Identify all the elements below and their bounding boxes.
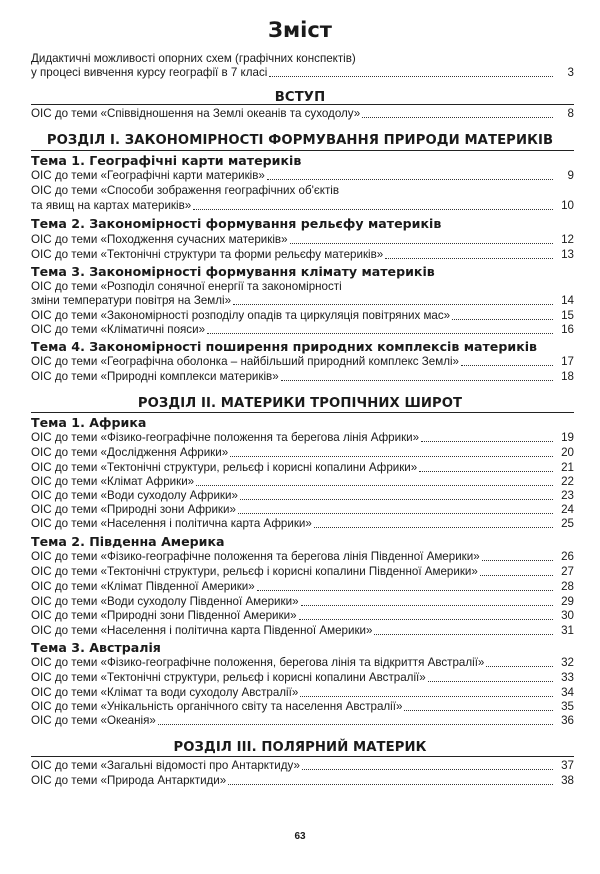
toc-entry-line: ОІС до теми «Розподіл сонячної енергії та закономірності — [31, 280, 342, 293]
toc-entry: ОІС до теми «Фізико-географічне положення, берегова лінія та відкриття Австралії» 32 — [31, 656, 574, 669]
toc-entry: ОІС до теми «Тектонічні структури, рельєф і корисні копалини Австралії» 33 — [31, 671, 574, 684]
toc-entry: ОІС до теми «Клімат Африки» 22 — [31, 475, 574, 488]
toc-entry: ОІС до теми «Тектонічні структури та форми рельєфу материків» 13 — [31, 248, 574, 261]
toc-entry: ОІС до теми «Географічні карти материків» 9 — [31, 169, 574, 182]
intro-line-1: Дидактичні можливості опорних схем (графічних конспектів) — [31, 52, 356, 65]
toc-entry: ОІС до теми «Унікальність органічного світу та населення Австралії» 35 — [31, 700, 574, 713]
toc-entry: ОІС до теми «Співвідношення на Землі океанів та суходолу» 8 — [31, 107, 574, 120]
toc-entry: ОІС до теми «Води суходолу Південної Америки» 29 — [31, 595, 574, 608]
toc-entry-line: ОІС до теми «Способи зображення географічних об'єктів — [31, 184, 340, 197]
toc-entry: ОІС до теми «Фізико-географічне положення та берегова лінія Південної Америки» 26 — [31, 550, 574, 563]
toc-entry: ОІС до теми «Населення і політична карта Африки» 25 — [31, 517, 574, 530]
toc-entry: ОІС до теми «Океанія» 36 — [31, 714, 574, 727]
toc-entry: ОІС до теми «Походження сучасних материків» 12 — [31, 233, 574, 246]
topic-heading: Тема 1. Африка — [31, 415, 147, 430]
toc-entry: ОІС до теми «Населення і політична карта Південної Америки» 31 — [31, 624, 574, 637]
section-heading-3: РОЗДІЛ ІІІ. ПОЛЯРНИЙ МАТЕРИК — [173, 740, 427, 755]
section-heading-1: РОЗДІЛ І. ЗАКОНОМІРНОСТІ ФОРМУВАННЯ ПРИРОДИ МАТЕРИКІВ — [46, 133, 554, 148]
section-heading-vstup: ВСТУП — [274, 90, 326, 105]
toc-entry: ОІС до теми «Води суходолу Африки» 23 — [31, 489, 574, 502]
toc-entry: зміни температури повітря на Землі» 14 — [31, 294, 574, 307]
toc-entry: ОІС до теми «Географічна оболонка – найбільший природний комплекс Землі» 17 — [31, 355, 574, 368]
page-number: 63 — [294, 831, 306, 842]
divider — [31, 412, 574, 413]
toc-entry: ОІС до теми «Природні комплекси материків» 18 — [31, 370, 574, 383]
divider — [31, 756, 574, 757]
topic-heading: Тема 2. Закономірності формування рельєфу материків — [31, 216, 442, 231]
toc-entry: ОІС до теми «Загальні відомості про Антарктиду» 37 — [31, 759, 574, 772]
page-title: Зміст — [268, 18, 332, 42]
topic-heading: Тема 2. Південна Америка — [31, 534, 225, 549]
divider — [31, 104, 574, 105]
divider — [31, 150, 574, 151]
toc-entry: ОІС до теми «Клімат та води суходолу Австралії» 34 — [31, 686, 574, 699]
toc-entry-intro: у процесі вивчення курсу географії в 7 класі 3 — [31, 66, 574, 79]
topic-heading: Тема 4. Закономірності поширення природних комплексів материків — [31, 339, 538, 354]
toc-entry: ОІС до теми «Тектонічні структури, рельєф і корисні копалини Південної Америки» 27 — [31, 565, 574, 578]
toc-entry: ОІС до теми «Природні зони Південної Америки» 30 — [31, 609, 574, 622]
toc-entry: ОІС до теми «Фізико-географічне положення та берегова лінія Африки» 19 — [31, 431, 574, 444]
toc-entry: ОІС до теми «Природні зони Африки» 24 — [31, 503, 574, 516]
toc-entry: ОІС до теми «Закономірності розподілу опадів та циркуляція повітряних мас» 15 — [31, 309, 574, 322]
topic-heading: Тема 3. Австралія — [31, 640, 161, 655]
toc-entry: ОІС до теми «Кліматичні пояси» 16 — [31, 323, 574, 336]
section-heading-2: РОЗДІЛ ІІ. МАТЕРИКИ ТРОПІЧНИХ ШИРОТ — [137, 396, 463, 411]
toc-entry: ОІС до теми «Клімат Південної Америки» 28 — [31, 580, 574, 593]
topic-heading: Тема 3. Закономірності формування клімату материків — [31, 264, 435, 279]
toc-entry: ОІС до теми «Природа Антарктиди» 38 — [31, 774, 574, 787]
toc-entry: та явищ на картах материків» 10 — [31, 199, 574, 212]
topic-heading: Тема 1. Географічні карти материків — [31, 153, 302, 168]
toc-entry: ОІС до теми «Тектонічні структури, рельєф і корисні копалини Африки» 21 — [31, 461, 574, 474]
toc-entry: ОІС до теми «Дослідження Африки» 20 — [31, 446, 574, 459]
